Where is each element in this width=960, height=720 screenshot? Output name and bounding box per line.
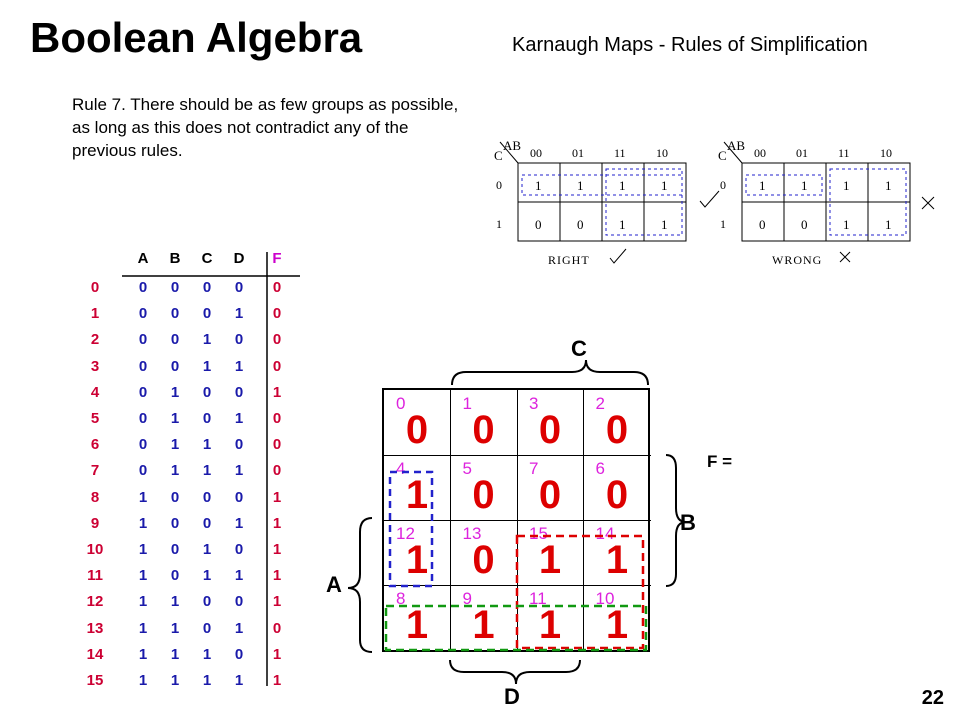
input-bit: 0 [202, 410, 212, 427]
kmap-cell-value: 1 [538, 538, 562, 582]
header-b: B [169, 250, 181, 267]
row-index: 5 [90, 410, 100, 427]
kmap-cell-value: 1 [472, 603, 495, 647]
input-bit: 1 [138, 514, 148, 532]
input-bit: 1 [234, 410, 244, 427]
kmap-cell-value: 1 [605, 538, 629, 582]
input-bit: 0 [170, 357, 180, 375]
ab-label: AB [727, 138, 746, 153]
example-cell-value: 1 [801, 178, 808, 193]
column-header: 01 [796, 146, 808, 160]
output-f: 0 [272, 436, 282, 454]
example-cell-value: 1 [577, 178, 584, 193]
kmap-cell-index: 5 [462, 459, 472, 478]
kmap-cell-index: 4 [396, 459, 406, 478]
input-bit: 1 [138, 672, 148, 689]
brace-d [450, 660, 580, 684]
input-bit: 0 [234, 541, 244, 558]
input-bit: 0 [138, 357, 148, 375]
input-bit: 0 [170, 541, 180, 558]
input-bit: 0 [138, 279, 148, 296]
label-b: B [680, 510, 696, 535]
group-blue-box [390, 472, 432, 586]
input-bit: 1 [234, 305, 244, 323]
kmap-cell-index: 6 [595, 459, 605, 478]
input-bit: 1 [202, 645, 212, 663]
input-bit: 0 [202, 514, 212, 532]
kmap-cell-index: 13 [462, 524, 482, 543]
kmap-cell-value: 0 [538, 408, 562, 452]
example-cell-value: 0 [759, 217, 766, 232]
input-bit: 0 [202, 279, 212, 296]
input-bit: 1 [170, 619, 180, 637]
input-bit: 1 [234, 514, 244, 532]
example-cell-value: 0 [535, 217, 542, 232]
input-bit: 0 [138, 410, 148, 427]
kmap-cell-value: 0 [538, 473, 562, 517]
output-f: 1 [272, 541, 282, 558]
output-f: 0 [272, 410, 282, 427]
c-label: C [494, 148, 503, 163]
page-number: 22 [921, 687, 944, 709]
output-f: 0 [272, 462, 282, 480]
example-caption: WRONG [772, 253, 823, 267]
input-bit: 1 [234, 619, 244, 637]
input-bit: 0 [234, 331, 244, 349]
input-bit: 0 [202, 593, 212, 611]
label-c: C [571, 336, 587, 361]
input-bit: 0 [234, 593, 244, 611]
input-bit: 0 [170, 567, 180, 585]
input-bit: 1 [202, 331, 212, 349]
row-index: 0 [90, 279, 100, 296]
row-index: 3 [90, 357, 100, 375]
column-header: 11 [838, 146, 850, 160]
input-bit: 0 [138, 331, 148, 349]
input-bit: 0 [170, 488, 180, 506]
input-bit: 1 [202, 541, 212, 558]
row-index: 4 [90, 383, 100, 401]
input-bit: 0 [202, 488, 212, 506]
input-bit: 1 [234, 672, 244, 689]
input-bit: 0 [234, 279, 244, 296]
kmap-cell-index: 2 [595, 394, 605, 413]
group-red-box [517, 536, 643, 648]
example-cell-value: 1 [535, 178, 542, 193]
example-cell-value: 1 [661, 217, 668, 232]
kmap-cell-value: 1 [405, 603, 429, 647]
input-bit: 1 [234, 462, 244, 480]
input-bit: 0 [202, 619, 212, 637]
input-bit: 1 [170, 645, 180, 663]
input-bit: 1 [202, 567, 212, 585]
example-cell-value: 0 [577, 217, 584, 232]
input-bit: 1 [202, 672, 212, 689]
output-f: 0 [272, 331, 282, 349]
kmap-cell-value: 0 [472, 408, 495, 452]
column-header: 01 [572, 146, 584, 160]
example-cell-value: 1 [885, 178, 892, 193]
example-cell-value: 1 [843, 217, 850, 232]
kmap-cell-value: 0 [605, 473, 629, 517]
input-bit: 0 [234, 645, 244, 663]
row-header: 0 [496, 178, 502, 192]
output-f: 1 [272, 567, 282, 585]
input-bit: 1 [234, 567, 244, 585]
kmap-cell-index: 15 [529, 524, 548, 543]
input-bit: 1 [138, 645, 148, 663]
row-index: 6 [90, 436, 100, 454]
input-bit: 0 [170, 331, 180, 349]
slide-title: Boolean Algebra [30, 14, 363, 61]
input-bit: 1 [202, 462, 212, 480]
output-f: 0 [272, 357, 282, 375]
kmap-cell-value: 1 [405, 473, 429, 517]
input-bit: 0 [202, 305, 212, 323]
header-f: F [272, 250, 282, 267]
kmap-cell-index: 3 [529, 394, 539, 413]
row-index: 7 [90, 462, 100, 480]
brace-a [348, 518, 372, 652]
row-header: 1 [720, 217, 726, 231]
input-bit: 0 [234, 488, 244, 506]
header-c: C [201, 250, 213, 267]
output-f: 1 [272, 383, 282, 401]
input-bit: 1 [170, 436, 180, 454]
input-bit: 0 [138, 436, 148, 454]
input-bit: 1 [202, 357, 212, 375]
c-label: C [718, 148, 727, 163]
row-index: 15 [86, 672, 104, 689]
output-f: 0 [272, 305, 282, 323]
output-f: 1 [272, 488, 282, 506]
input-bit: 1 [202, 436, 212, 454]
input-bit: 1 [138, 593, 148, 611]
example-cell-value: 1 [661, 178, 668, 193]
row-index: 12 [86, 593, 104, 611]
kmap-cell-index: 8 [396, 589, 406, 608]
input-bit: 1 [138, 541, 148, 558]
kmap-cell-index: 11 [529, 589, 547, 608]
input-bit: 1 [138, 619, 148, 637]
kmap-cell-index: 14 [595, 524, 615, 543]
kmap-cell-value: 0 [472, 473, 495, 517]
input-bit: 0 [170, 305, 180, 323]
input-bit: 1 [170, 672, 180, 689]
row-header: 1 [496, 217, 502, 231]
header-d: D [233, 250, 245, 267]
kmap-cell-index: 0 [396, 394, 406, 413]
output-f: 1 [272, 514, 282, 532]
row-index: 14 [86, 645, 104, 663]
example-cell-value: 1 [759, 178, 766, 193]
input-bit: 1 [234, 357, 244, 375]
kmap-cell-value: 0 [605, 408, 629, 452]
kmap-cell-index: 7 [529, 459, 539, 478]
kmap-cell-index: 1 [462, 394, 472, 413]
kmap-cell-index: 9 [462, 589, 472, 608]
kmap-cell-value: 0 [472, 538, 495, 582]
brace-c [452, 360, 648, 385]
column-header: 00 [754, 146, 766, 160]
example-cell-value: 1 [619, 217, 626, 232]
column-header: 00 [530, 146, 542, 160]
row-index: 8 [90, 488, 100, 506]
row-index: 9 [90, 514, 100, 532]
input-bit: 1 [170, 462, 180, 480]
row-index: 11 [87, 567, 103, 585]
input-bit: 0 [202, 383, 212, 401]
input-bit: 1 [170, 383, 180, 401]
output-f: 1 [272, 645, 282, 663]
input-bit: 1 [170, 410, 180, 427]
column-header: 10 [880, 146, 892, 160]
example-caption: RIGHT [548, 253, 590, 267]
input-bit: 0 [234, 436, 244, 454]
column-header: 11 [614, 146, 626, 160]
slide-subtitle: Karnaugh Maps - Rules of Simplification [512, 34, 868, 56]
column-header: 10 [656, 146, 668, 160]
input-bit: 0 [170, 279, 180, 296]
label-a: A [326, 572, 342, 597]
input-bit: 0 [234, 383, 244, 401]
input-bit: 0 [138, 462, 148, 480]
row-index: 1 [90, 305, 100, 323]
example-cell-value: 1 [843, 178, 850, 193]
output-f: 0 [272, 279, 282, 296]
output-f: 1 [272, 672, 282, 689]
kmap-cell-value: 1 [538, 603, 562, 647]
row-index: 13 [86, 619, 104, 637]
f-equals-label: F = [707, 452, 733, 471]
kmap-cell-value: 1 [405, 538, 429, 582]
output-f: 1 [272, 593, 282, 611]
kmap-cell-index: 10 [595, 589, 615, 608]
input-bit: 0 [138, 383, 148, 401]
output-f: 0 [272, 619, 282, 637]
rule-text: Rule 7. There should be as few groups as possible, as long as this does not contradict any of the previous rules. [72, 95, 459, 160]
input-bit: 1 [138, 567, 148, 585]
row-index: 2 [90, 331, 100, 349]
input-bit: 1 [170, 593, 180, 611]
kmap-cell-index: 12 [396, 524, 415, 543]
label-d: D [504, 684, 520, 709]
input-bit: 0 [138, 305, 148, 323]
row-header: 0 [720, 178, 726, 192]
kmap-cell-value: 1 [605, 603, 629, 647]
example-cell-value: 0 [801, 217, 808, 232]
input-bit: 1 [138, 488, 148, 506]
row-index: 10 [86, 541, 104, 558]
example-cell-value: 1 [619, 178, 626, 193]
example-cell-value: 1 [885, 217, 892, 232]
header-a: A [137, 250, 149, 267]
ab-label: AB [503, 138, 522, 153]
kmap-cell-value: 0 [405, 408, 429, 452]
input-bit: 0 [170, 514, 180, 532]
